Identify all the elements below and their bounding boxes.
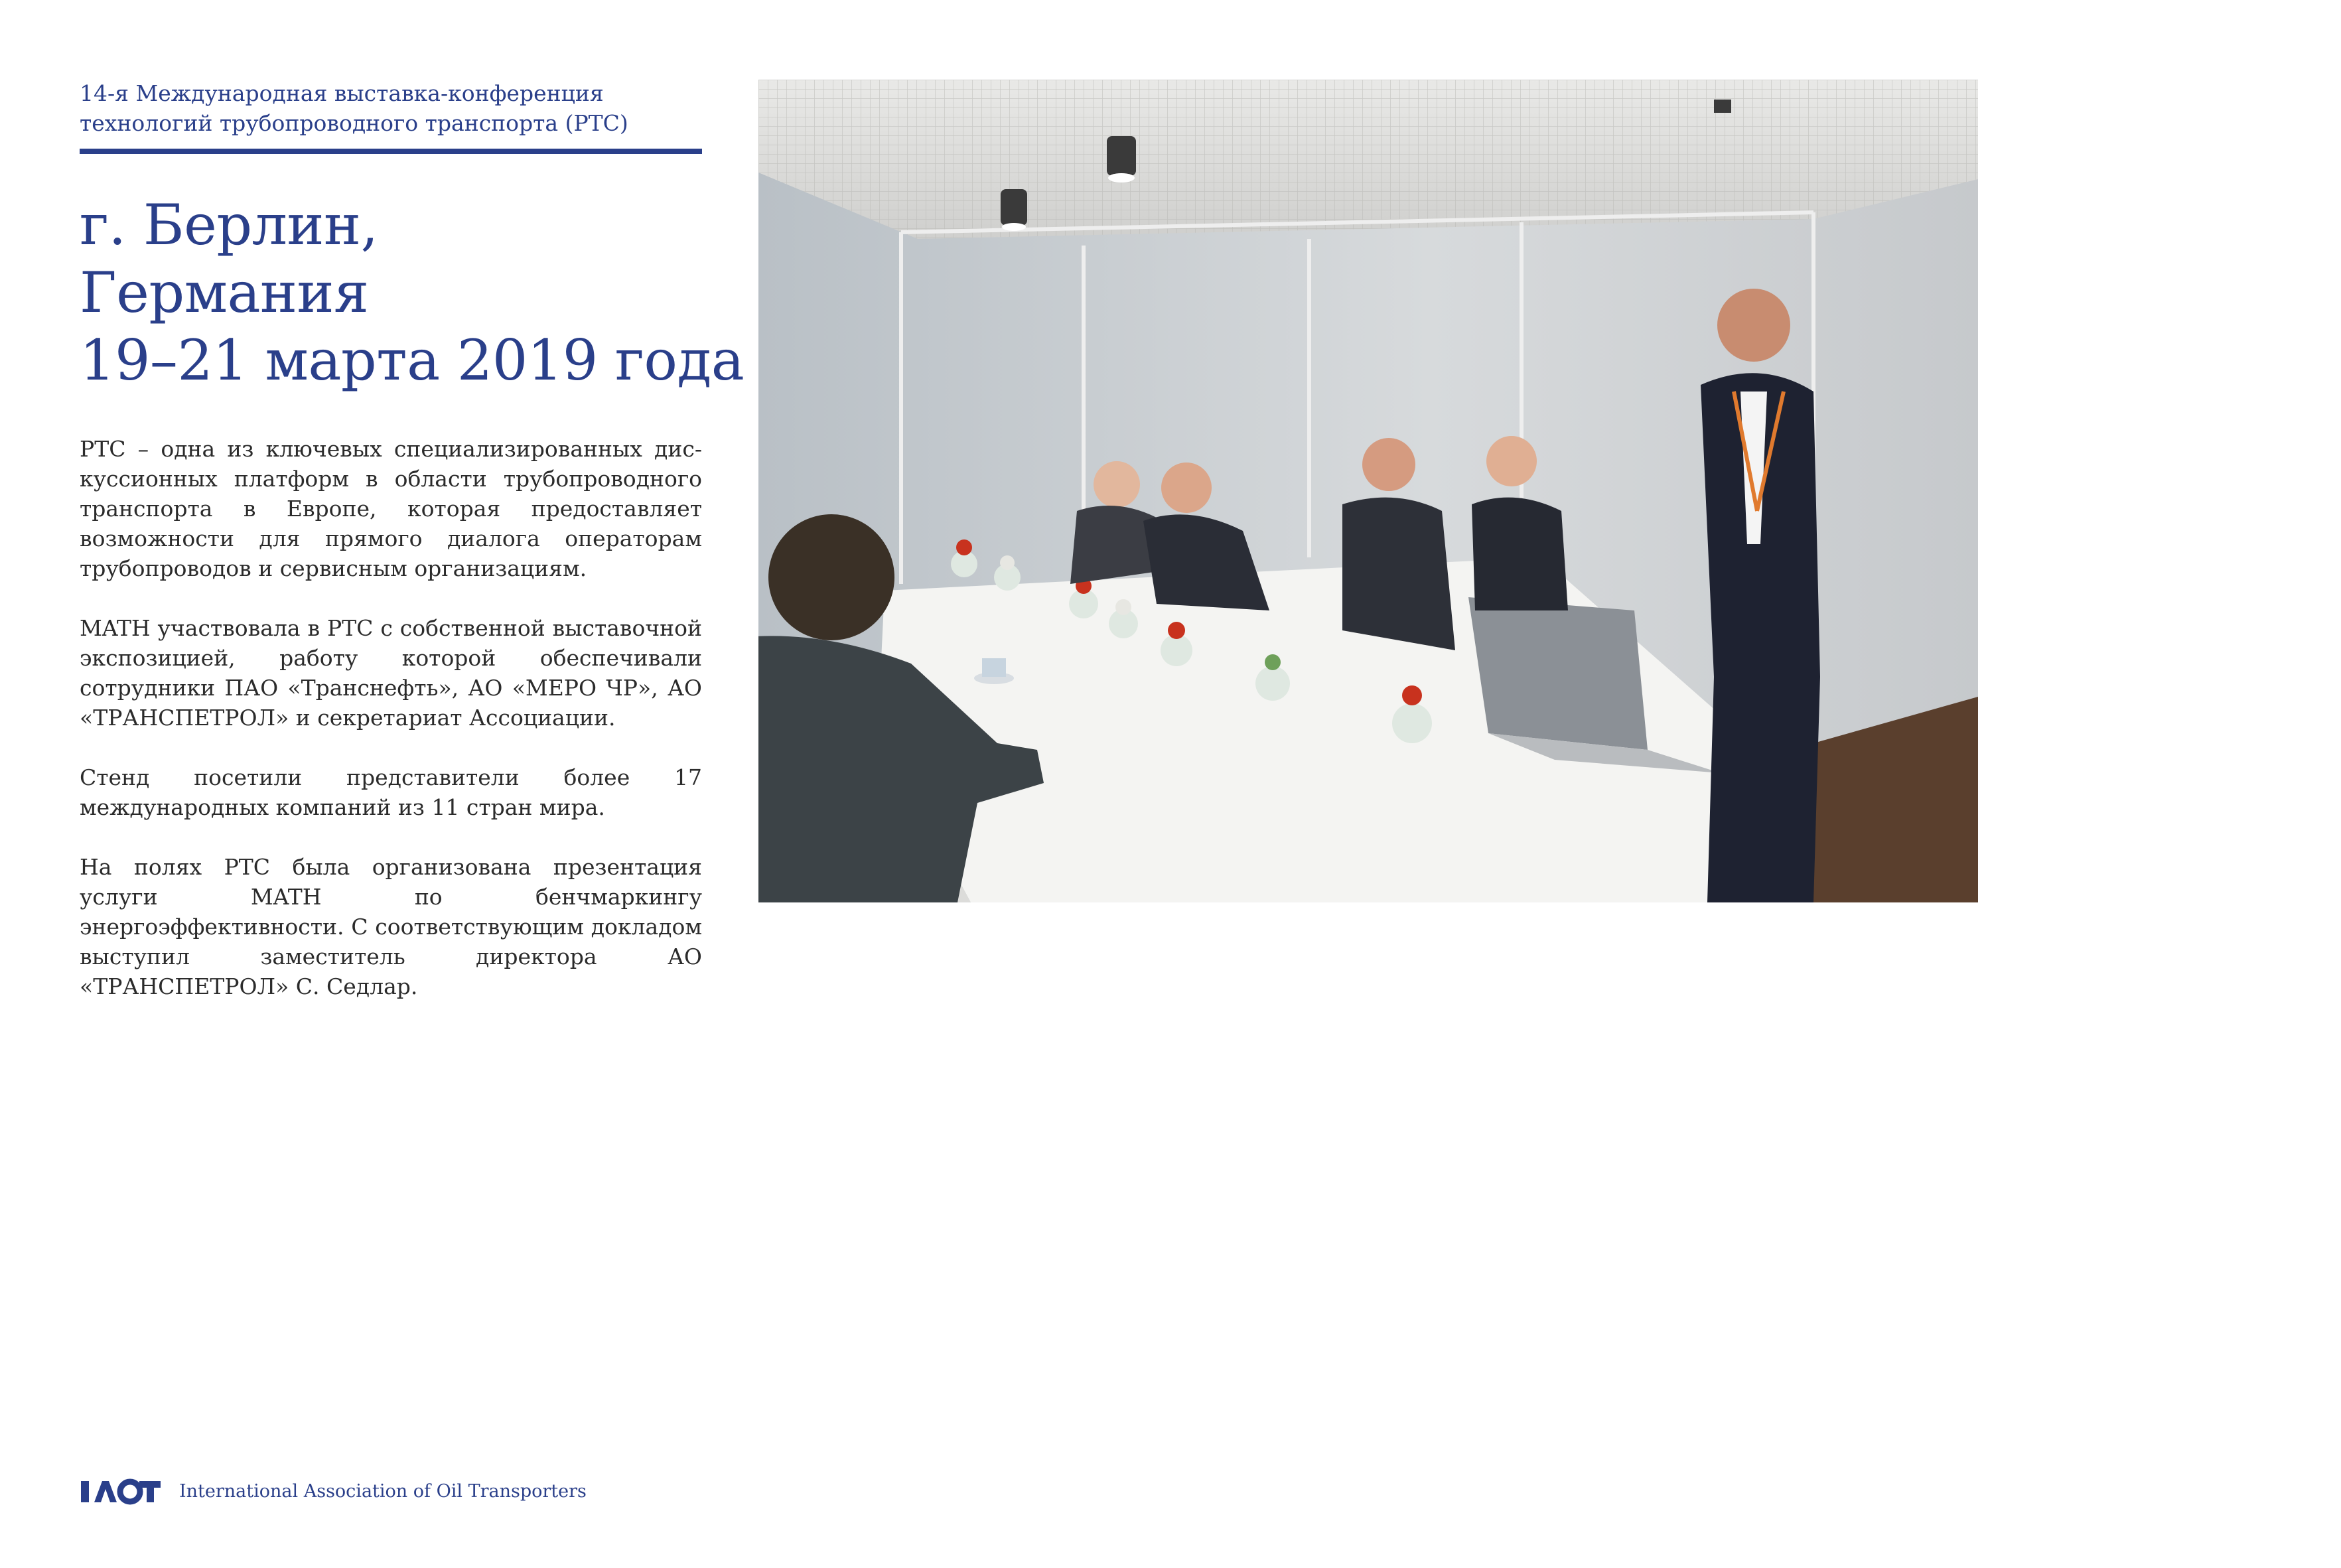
title-line-city: г. Берлин, [80, 192, 378, 257]
header-rule [80, 149, 702, 154]
event-kicker-line-2: технологий трубопроводного транспорта (PTC) [80, 110, 628, 136]
event-kicker-line-1: 14-я Международная выставка-конференция [80, 80, 604, 106]
paragraph-exhibit: MATH участвовала в PTC с собственной выставочной экспозицией, работу которой обеспечивали сотрудники ПАО «Транснефть», АО «МЕРО ЧР», АО «ТРАНСПЕТРОЛ» и секретариат Ассоциации. [80, 615, 702, 731]
iaot-logo [80, 1478, 161, 1505]
meeting-photo-illustration [758, 80, 1978, 902]
paragraph-presentation: На полях PTC была организована презентация услуги MATH по бенчмаркингу энергоэффективности. С соответствующим докладом выступил заместитель директора АО «ТРАНСПЕТРОЛ» С. Седлар. [80, 854, 702, 999]
organization-name: International Association of Oil Transporters [179, 1481, 587, 1502]
left-column [80, 78, 745, 1031]
meeting-photo [758, 80, 1978, 902]
event-kicker [80, 78, 702, 138]
title-line-dates: 19–21 марта 2019 года [80, 328, 745, 393]
article-body [80, 434, 702, 1001]
paragraph-visitors: Стенд посетили представители более 17 международных компаний из 11 стран мира. [80, 764, 702, 820]
paragraph-intro: PTC – одна из ключевых специализированных дискуссионных платформ в области трубопроводного транспорта в Европе, которая предоставляет возможности для прямого диалога операторам трубопроводов и сервисным организациям. [80, 436, 702, 581]
title-line-country: Германия [80, 260, 369, 325]
page-title [80, 191, 745, 394]
footer [80, 1478, 587, 1505]
